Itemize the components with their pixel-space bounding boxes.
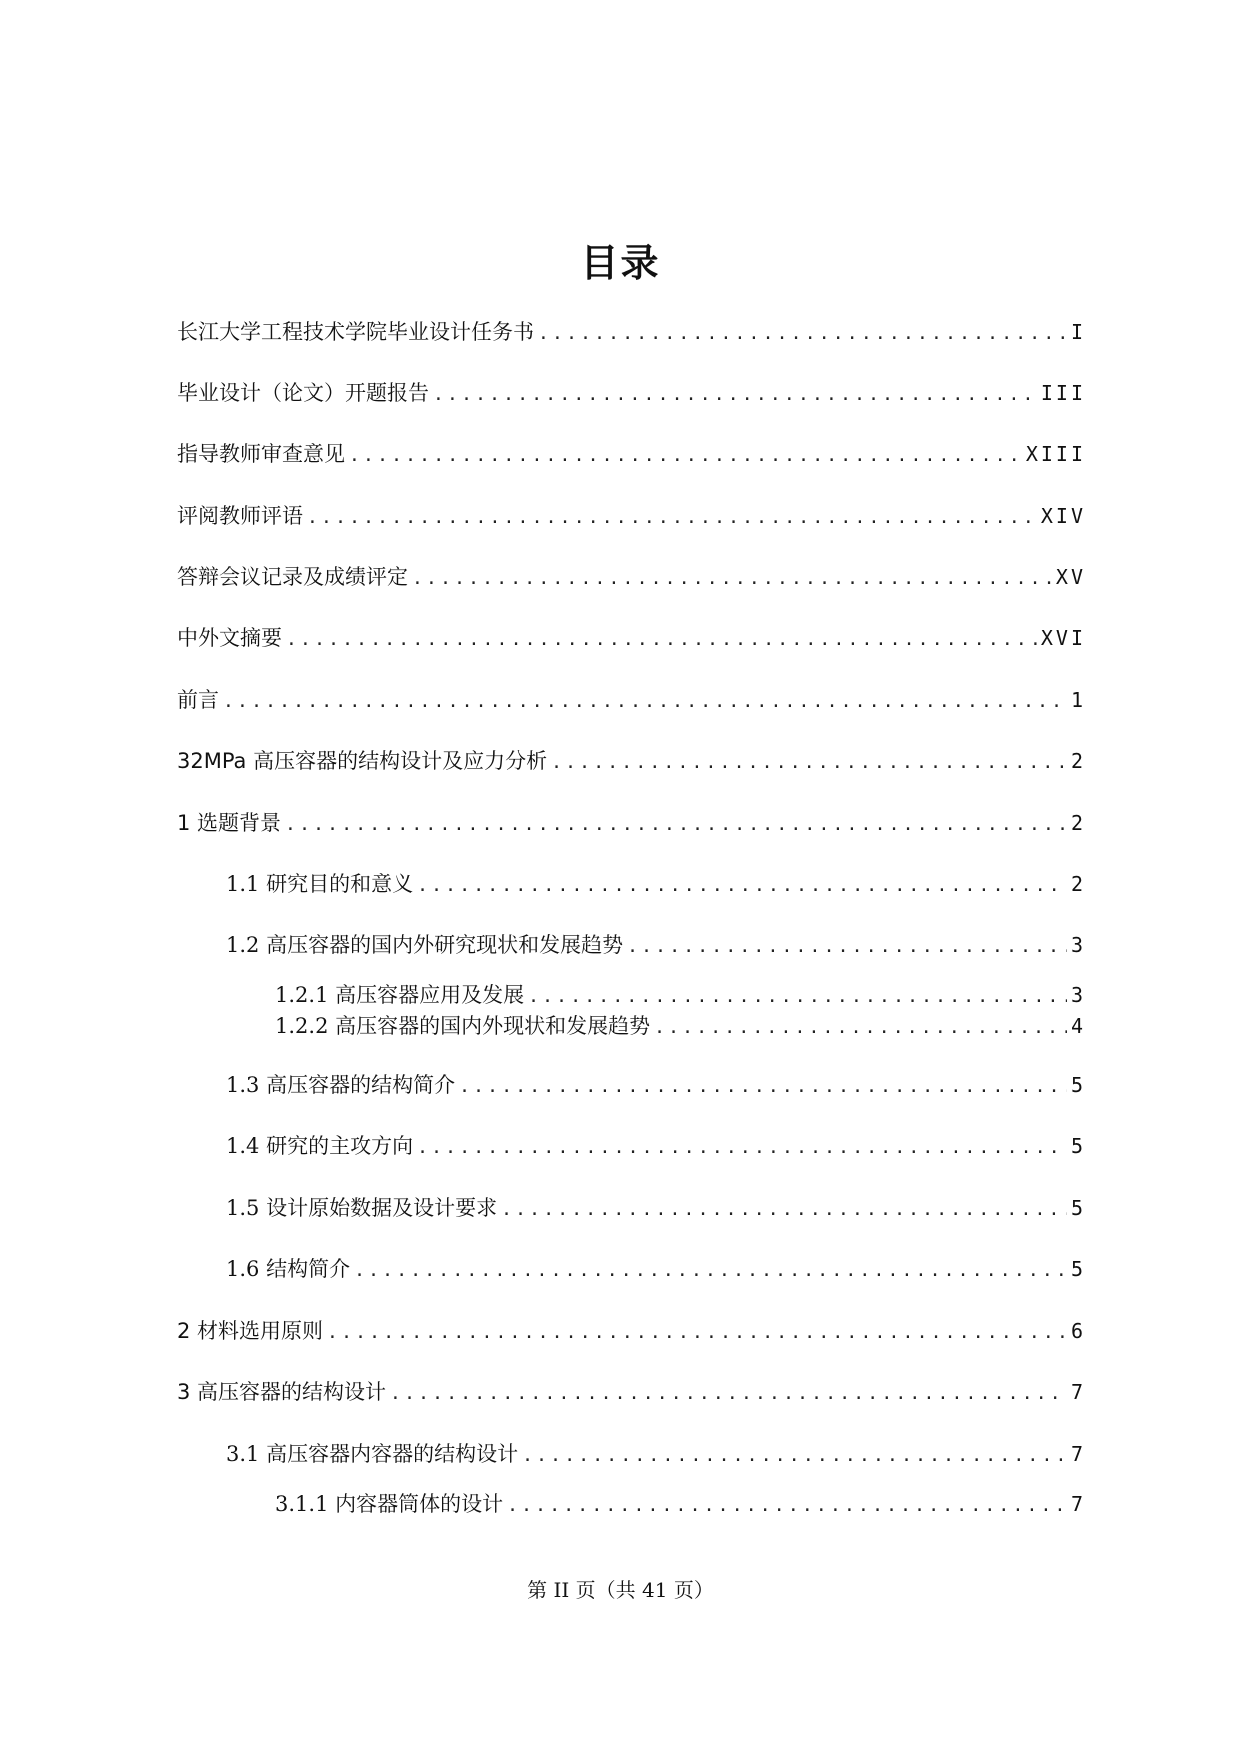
dot-leader (307, 504, 1037, 532)
dot-leader (654, 1014, 1067, 1042)
toc-entry-text: 评阅教师评语 (177, 504, 303, 528)
toc-page-number: XVI (1040, 626, 1086, 650)
toc-entry[interactable] (226, 1440, 1086, 1470)
toc-entry-text: 1.5 设计原始数据及设计要求 (226, 1196, 498, 1220)
toc-entry[interactable] (177, 747, 1086, 777)
toc-entry-text: 前言 (177, 688, 219, 712)
dot-leader (354, 1257, 1067, 1285)
toc-entry[interactable] (177, 686, 1086, 716)
toc-page-number: XIII (1025, 442, 1086, 466)
toc-page-number: 2 (1070, 872, 1086, 896)
toc-entry-text: 1.4 研究的主攻方向 (226, 1134, 414, 1158)
toc-page-number: 7 (1070, 1442, 1086, 1466)
toc-entry-text: 毕业设计（论文）开题报告 (177, 381, 429, 405)
toc-entry-text: 1.6 结构简介 (226, 1257, 351, 1281)
toc-entry-text: 长江大学工程技术学院毕业设计任务书 (177, 320, 534, 344)
dot-leader (551, 749, 1067, 777)
dot-leader (507, 1492, 1067, 1520)
toc-page-number: 7 (1070, 1380, 1086, 1404)
dot-leader (417, 1134, 1067, 1162)
toc-entry[interactable] (226, 870, 1086, 900)
toc-entry-text: 2 材料选用原则 (177, 1319, 324, 1343)
toc-entry[interactable] (177, 1317, 1086, 1347)
dot-leader (417, 872, 1067, 900)
toc-entry[interactable] (275, 981, 1086, 1011)
toc-entry-text: 3.1 高压容器内容器的结构设计 (226, 1442, 519, 1466)
dot-leader (349, 442, 1022, 470)
dot-leader (285, 811, 1067, 839)
dot-leader (459, 1073, 1067, 1101)
toc-entry[interactable] (177, 1378, 1086, 1408)
dot-leader (501, 1196, 1067, 1224)
page-footer: 第 II 页（共 41 页） (527, 1578, 714, 1602)
toc-entry[interactable] (177, 379, 1086, 409)
dot-leader (412, 565, 1052, 593)
dot-leader (528, 983, 1067, 1011)
toc-page-number: 6 (1070, 1319, 1086, 1343)
toc-entry-text: 32MPa 高压容器的结构设计及应力分析 (177, 749, 548, 773)
dot-leader (390, 1380, 1067, 1408)
toc-entry-text: 1.3 高压容器的结构简介 (226, 1073, 456, 1097)
toc-page-number: 3 (1070, 933, 1086, 957)
toc-page-number: 5 (1070, 1134, 1086, 1158)
toc-entry[interactable] (275, 1490, 1086, 1520)
toc-entry-text: 3 高压容器的结构设计 (177, 1380, 387, 1404)
toc-entry[interactable] (177, 502, 1086, 532)
toc-page-number: 5 (1070, 1257, 1086, 1281)
toc-entry[interactable] (177, 809, 1086, 839)
toc-entry[interactable] (177, 440, 1086, 470)
toc-page-number: XV (1055, 565, 1086, 589)
toc-page-number: I (1070, 320, 1086, 344)
dot-leader (433, 381, 1037, 409)
toc-entry[interactable] (177, 624, 1086, 654)
toc-page-number: 2 (1070, 749, 1086, 773)
toc-title: 目录 (580, 241, 661, 285)
toc-page-number: 7 (1070, 1492, 1086, 1516)
toc-entry-text: 1.2.1 高压容器应用及发展 (275, 983, 525, 1007)
dot-leader (522, 1442, 1067, 1470)
toc-page-number: 5 (1070, 1073, 1086, 1097)
toc-entry[interactable] (226, 1071, 1086, 1101)
toc-entry-text: 1.2.2 高压容器的国内外现状和发展趋势 (275, 1014, 651, 1038)
toc-page-number: XIV (1040, 504, 1086, 528)
dot-leader (327, 1319, 1067, 1347)
toc-entry-text: 指导教师审查意见 (177, 442, 345, 466)
toc-entry[interactable] (177, 563, 1086, 593)
toc-entry[interactable] (226, 1255, 1086, 1285)
toc-entry[interactable] (177, 318, 1086, 348)
toc-entry[interactable] (275, 1012, 1086, 1042)
dot-leader (286, 626, 1037, 654)
toc-page-number: 5 (1070, 1196, 1086, 1220)
dot-leader (223, 688, 1067, 716)
toc-page-number: 1 (1070, 688, 1086, 712)
toc-entry[interactable] (226, 931, 1086, 961)
toc-entry[interactable] (226, 1132, 1086, 1162)
toc-entry-text: 1.2 高压容器的国内外研究现状和发展趋势 (226, 933, 624, 957)
toc-entry-text: 答辩会议记录及成绩评定 (177, 565, 408, 589)
toc-page-number: 2 (1070, 811, 1086, 835)
toc-entry-text: 中外文摘要 (177, 626, 282, 650)
toc-entry-text: 1 选题背景 (177, 811, 282, 835)
toc-entry-text: 1.1 研究目的和意义 (226, 872, 414, 896)
dot-leader (627, 933, 1067, 961)
toc-entry[interactable] (226, 1194, 1086, 1224)
toc-entry-text: 3.1.1 内容器筒体的设计 (275, 1492, 504, 1516)
toc-page-number: III (1040, 381, 1086, 405)
toc-page-number: 3 (1070, 983, 1086, 1007)
toc-page-number: 4 (1070, 1014, 1086, 1038)
dot-leader (538, 320, 1067, 348)
